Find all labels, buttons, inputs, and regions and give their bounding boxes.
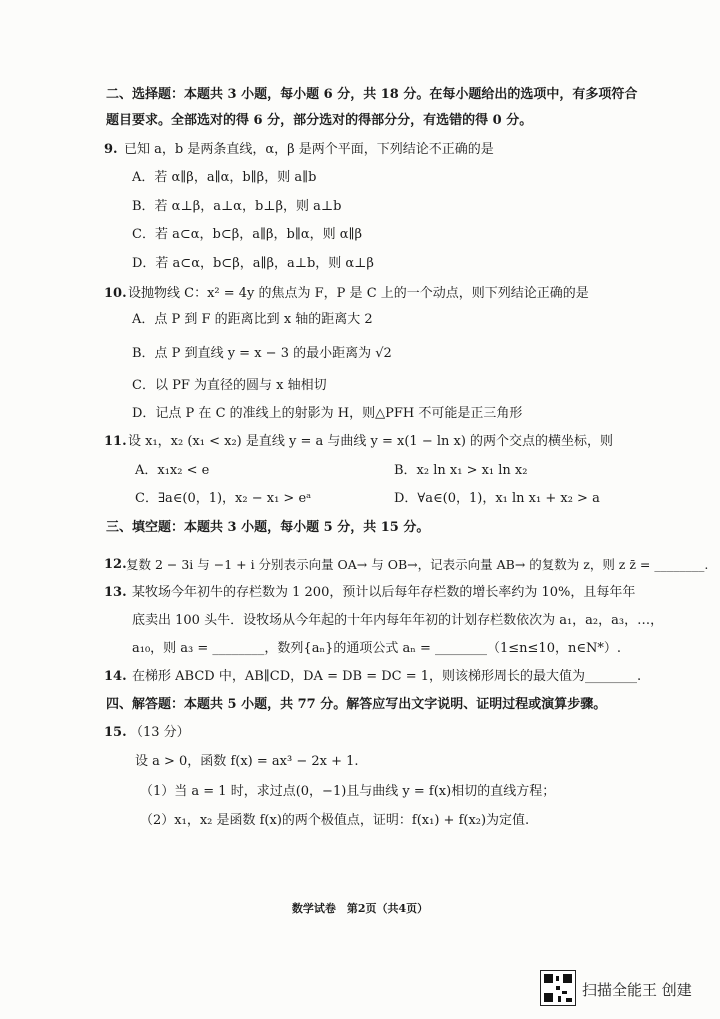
q10-stem: 设抛物线 C：x² = 4y 的焦点为 F，P 是 C 上的一个动点，则下列结论正确的是 bbox=[128, 286, 589, 301]
q15-score: （13 分） bbox=[130, 725, 190, 740]
q13-line1: 某牧场今年初牛的存栏数为 1 200，预计以后每年存栏数的增长率约为 10%，且每年年 bbox=[132, 585, 636, 600]
q11-stem: 设 x₁，x₂ (x₁ < x₂) 是直线 y = a 与曲线 y = x(1 − ln x) 的两个交点的横坐标，则 bbox=[128, 434, 614, 449]
q10-option-c: C．以 PF 为直径的圆与 x 轴相切 bbox=[132, 378, 327, 393]
q12-number: 12. bbox=[104, 557, 127, 572]
q9-stem: 已知 a，b 是两条直线，α，β 是两个平面，下列结论不正确的是 bbox=[124, 142, 494, 157]
q10-option-d: D．记点 P 在 C 的准线上的射影为 H，则△PFH 不可能是正三角形 bbox=[132, 406, 523, 421]
q9-option-b: B．若 α⊥β，a⊥α，b⊥β，则 a⊥b bbox=[132, 199, 342, 214]
q11-option-c: C．∃a∈(0，1)，x₂ − x₁ > eᵃ bbox=[135, 491, 312, 506]
scanner-watermark bbox=[540, 970, 715, 1010]
section-3-heading: 三、填空题：本题共 3 小题，每小题 5 分，共 15 分。 bbox=[106, 520, 430, 535]
q10-option-b: B．点 P 到直线 y = x − 3 的最小距离为 √2 bbox=[132, 346, 392, 361]
q13-line2: 底卖出 100 头牛．设牧场从今年起的十年内每年年初的计划存栏数依次为 a₁，a₂，a₃，…， bbox=[132, 613, 664, 628]
q14-number: 14. bbox=[104, 669, 127, 684]
q9-option-c: C．若 a⊂α，b⊂β，a∥β，b∥α，则 α∥β bbox=[132, 227, 363, 242]
q13-number: 13. bbox=[104, 585, 127, 600]
q10-option-a: A．点 P 到 F 的距离比到 x 轴的距离大 2 bbox=[132, 312, 373, 327]
q11-option-b: B．x₂ ln x₁ > x₁ ln x₂ bbox=[394, 463, 528, 478]
q11-option-d: D．∀a∈(0，1)，x₁ ln x₁ + x₂ > a bbox=[394, 491, 600, 506]
q11-option-a: A．x₁x₂ < e bbox=[135, 463, 210, 478]
section-4-heading: 四、解答题：本题共 5 小题，共 77 分。解答应写出文字说明、证明过程或演算步骤。 bbox=[106, 697, 607, 712]
page-footer: 数学试卷 第2页（共4页） bbox=[291, 902, 429, 915]
q15-part2: （2）x₁，x₂ 是函数 f(x)的两个极值点，证明：f(x₁) + f(x₂)为定值. bbox=[140, 813, 530, 828]
q9-option-a: A．若 α∥β，a∥α，b∥β，则 a∥b bbox=[132, 170, 317, 185]
q15-part1: （1）当 a = 1 时，求过点(0，−1)且与曲线 y = f(x)相切的直线方程； bbox=[140, 784, 556, 799]
q15-stem: 设 a > 0，函数 f(x) = ax³ − 2x + 1. bbox=[135, 754, 359, 769]
q14-text: 在梯形 ABCD 中，AB∥CD，DA = DB = DC = 1，则该梯形周长的最大值为________. bbox=[132, 669, 642, 684]
watermark-text: 扫描全能王 创建 bbox=[582, 981, 692, 999]
q11-number: 11. bbox=[104, 434, 127, 449]
qr-code-icon bbox=[540, 970, 576, 1006]
section-2-heading-line1: 二、选择题：本题共 3 小题，每小题 6 分，共 18 分。在每小题给出的选项中，有多项符合 bbox=[106, 87, 638, 102]
q9-option-d: D．若 a⊂α，b⊂β，a∥β，a⊥b，则 α⊥β bbox=[132, 256, 374, 271]
q9-number: 9. bbox=[104, 142, 118, 157]
q10-number: 10. bbox=[104, 286, 127, 301]
q12-text: 复数 2 − 3i 与 −1 + i 分别表示向量 OA→ 与 OB→，记表示向量 AB→ 的复数为 z，则 z z̄ = ________. bbox=[126, 557, 709, 572]
q15-number: 15. bbox=[104, 725, 127, 740]
section-2-heading-line2: 题目要求。全部选对的得 6 分，部分选对的得部分分，有选错的得 0 分。 bbox=[106, 113, 533, 128]
q13-line3: a₁₀，则 a₃ = ________，数列{aₙ}的通项公式 aₙ = ________（1≤n≤10，n∈N*）. bbox=[132, 641, 621, 656]
